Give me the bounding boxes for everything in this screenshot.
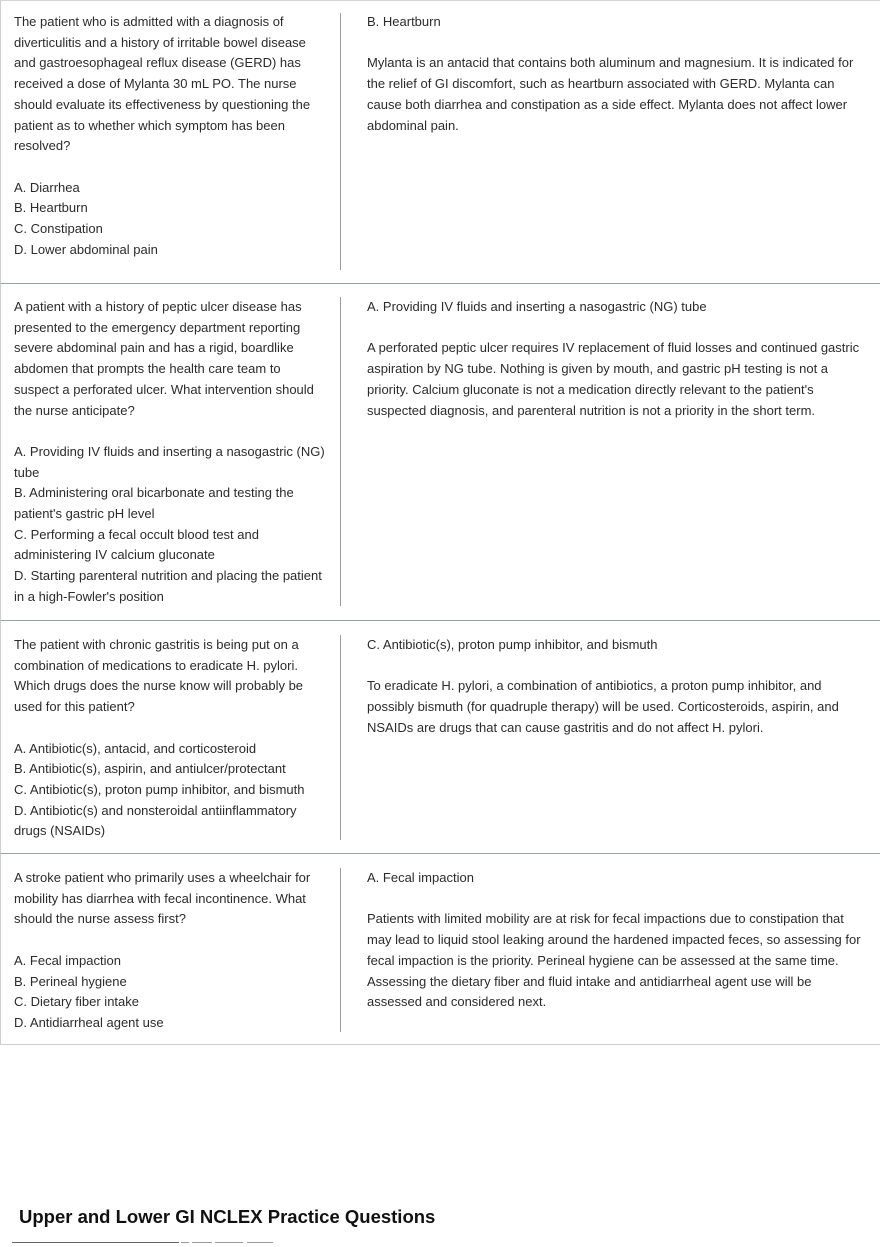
answer-side [1,284,861,421]
question-stem: The patient who is admitted with a diagnosis of diverticulitis and a history of irritable bowel disease and gastroesophageal reflux disease (GERD) has received a dose of Mylanta 30 mL PO. The nurse should evaluate its effectiveness by questioning the patient as to whether which symptom has been resolved? [14,14,311,154]
flashcard [0,621,880,854]
question-stem: A patient with a history of peptic ulcer disease has presented to the emergency department reporting severe abdominal pain and has a rigid, boardlike abdomen that prompts the health care team to suspect a perforated ulcer. What intervention should the nurse anticipate? [14,299,314,418]
footer-rule [215,1242,243,1243]
correct-answer: C. Antibiotic(s), proton pump inhibitor, and bismuth [367,637,658,652]
answer-option: D. Starting parenteral nutrition and placing the patient in a high-Fowler's position [14,568,322,604]
answer-side [1,854,861,1013]
answer-option: D. Antidiarrheal agent use [14,1014,164,1030]
flashcard [0,284,880,621]
answer-option: A. Diarrhea [14,179,80,195]
rationale: A perforated peptic ulcer requires IV replacement of fluid losses and continued gastric aspiration by NG tube. Nothing is given by mouth, and gastric pH testing is not a priority. Calcium gluconate is not a medication directly relevant to the patient's suspected diagnosis, and parenteral nutrition is not a priority in the short term. [367,340,860,418]
answer-option: A. Fecal impaction [14,952,121,968]
footer-rule [192,1242,212,1243]
flashcard [0,1,880,284]
footer-rule [181,1242,189,1243]
correct-answer: B. Heartburn [367,14,441,29]
rationale: Mylanta is an antacid that contains both aluminum and magnesium. It is indicated for the relief of GI discomfort, such as heartburn associated with GERD. Mylanta can cause both diarrhea and constipation as a side effect. Mylanta does not affect lower abdominal pain. [367,55,854,133]
question-stem: The patient with chronic gastritis is being put on a combination of medications to eradicate H. pylori. Which drugs does the nurse know will probably be used for this patient? [14,637,304,715]
set-title: Upper and Lower GI NCLEX Practice Questions [19,1206,436,1227]
answer-option: B. Heartburn [14,200,88,216]
footer-rule [12,1242,179,1243]
answer-option: D. Antibiotic(s) and nonsteroidal antiinflammatory drugs (NSAIDs) [14,802,297,839]
rationale: To eradicate H. pylori, a combination of antibiotics, a proton pump inhibitor, and possibly bismuth (for quadruple therapy) will be used. Corticosteroids, aspirin, and NSAIDs are drugs that can cause gastritis and do not affect H. pylori. [367,678,839,735]
rationale: Patients with limited mobility are at risk for fecal impactions due to constipation that may lead to liquid stool leaking around the hardened impacted feces, so assessing for fecal impaction is the priority. Perineal hygiene can be assessed at the same time. Assessing the dietary fiber and fluid intake and antidiarrheal agent use will be assessed and considered next. [367,911,861,1010]
correct-answer: A. Fecal impaction [367,870,474,885]
flashcard [0,854,880,1045]
answer-option: C. Performing a fecal occult blood test and administering IV calcium gluconate [14,526,259,563]
answer-option: A. Providing IV fluids and inserting a nasogastric (NG) tube [14,443,325,480]
answer-option: B. Perineal hygiene [14,973,127,989]
answer-option: B. Administering oral bicarbonate and testing the patient's gastric pH level [14,485,294,522]
answer-side [1,1,861,136]
answer-side [1,621,861,739]
answer-option: C. Constipation [14,221,103,237]
footer-rule [247,1242,273,1243]
question-stem: A stroke patient who primarily uses a wheelchair for mobility has diarrhea with fecal incontinence. What should the nurse assess first? [14,870,311,927]
answer-option: D. Lower abdominal pain [14,241,158,257]
answer-option: C. Dietary fiber intake [14,994,139,1010]
flashcard-list [0,1,880,1045]
answer-option: C. Antibiotic(s), proton pump inhibitor, and bismuth [14,781,305,797]
correct-answer: A. Providing IV fluids and inserting a nasogastric (NG) tube [367,299,707,314]
answer-option: A. Antibiotic(s), antacid, and corticosteroid [14,740,257,756]
answer-option: B. Antibiotic(s), aspirin, and antiulcer/protectant [14,761,286,777]
